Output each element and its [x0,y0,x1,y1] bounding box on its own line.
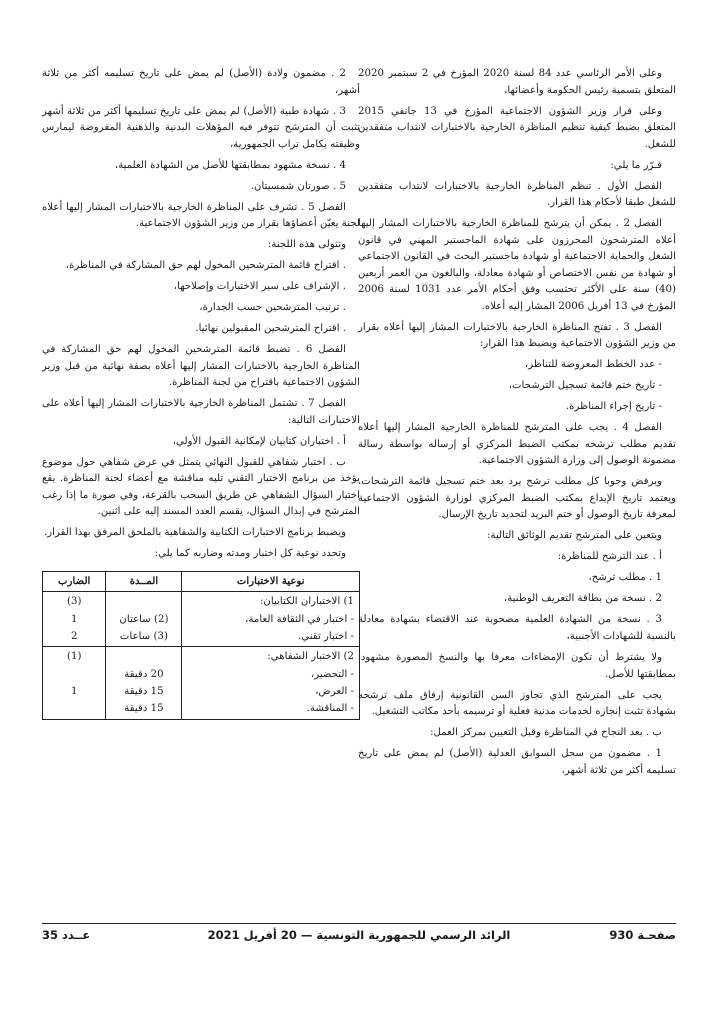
exam-group-title: 2) الاختبار الشفاهي: [267,651,354,663]
list-item: . اقتراح المترشحين المقبولين نهائيا. [195,323,346,335]
issue-number: عــدد 35 [42,928,91,942]
list-item: - تاريخ ختم قائمة تسجيل الترشحات، [508,380,662,392]
article-2: الفصل 2 . يمكن أن يترشح للمناظرة الخارجية بالاختبارات المشار إليها أعلاه المترشحون المحرزون على شهادة الماجستير المهني في قانون الشغل والحماية الاجتماعية أو شهادة ماجستير البحث في القانون الاجتماعي أو شهادة من نفس الاختصاص أو شهادة معادلة، والبالغون من العمر أربعين (40) سنة على الأكثر تحتسب وفق أحكام الأمر عدد 1031 لسنة 2006 المؤرخ في 13 أفريل 2006 المشار إليه أعلاه. [358,218,676,312]
table-cell [43,592,106,647]
footer-divider [42,923,676,924]
exam-coefficient: (3) [66,596,82,608]
exam-duration: 15 دقيقة [124,703,164,715]
table-row [43,647,360,719]
article-5: الفصل 5 . تشرف على المناظرة الخارجية بالاختبارات المشار إليها أعلاه لجنة يعيّن أعضاؤها بقرار من وزير الشؤون الاجتماعية. [42,201,360,230]
list-item: أ . اختباران كتابيان لإمكانية القبول الأولي، [172,435,346,447]
exam-coefficient: 2 [70,630,78,642]
exam-coefficient: 1 [70,685,78,697]
exam-item: - التحضير، [310,668,354,680]
list-item: أ . عند الترشح للمناظرة: [557,551,662,563]
list-item: 3 . نسخة من الشهادة العلمية مصحوبة عند الاقتضاء بشهادة معادلة بالنسبة للشهادات الأجنبية، [358,614,676,642]
list-item: ب . اختبار شفاهي للقبول النهائي يتمثل في عرض شفاهي حول موضوع يؤخذ من برنامج الاختبار التقني تليه مناقشة مع أعضاء لجنة المناظرة. يقع اختيار السؤال الشفاهي عن طريق السحب بالقرعة، وفي صورة ما إذا رغب المترشح في إبدال السؤال، يقسم العدد المسند إليه على اثنين. [42,456,360,518]
paragraph: ويتعين على المترشح تقديم الوثائق التالية: [487,530,662,542]
table-cell [43,647,106,719]
list-item: 5 . صورتان شمسيتان. [250,180,346,192]
paragraph: وتتولى هذه اللجنة: [267,239,346,251]
list-item: . الإشراف على سير الاختبارات وإصلاحها، [173,281,346,293]
gazette-title: الرائد الرسمي للجمهورية التونسية — 20 أفريل 2021 [207,928,511,942]
page-number: صفحـة 930 [609,928,676,942]
exam-item: - العرض، [315,685,354,697]
exam-item: - المناقشة. [306,703,354,715]
article-4: الفصل 4 . يجب على المترشح للمناظرة الخارجية المشار إليها أعلاه تقديم مطلب ترشحه بمكتب الضبط المركزي أو إرساله بواسطة رسالة مضمونة الوصول إلى وزارة الشؤون الاجتماعية. [358,422,676,467]
paragraph: وعلى الأمر الرئاسي عدد 84 لسنة 2020 المؤرخ في 2 سبتمبر 2020 المتعلق بتسمية رئيس الحكومة وأعضائها، [358,68,676,96]
exam-coefficient: 1 [70,613,78,625]
table-header: الضارب [43,571,106,591]
table-cell [182,647,360,719]
list-item: - تاريخ إجراء المناظرة. [565,401,662,413]
article-1: الفصل الأول . تنظم المناظرة الخارجية بالاختبارات لانتداب متفقدين للشغل طبقا لأحكام هذا القرار. [358,180,676,209]
table-header-row [43,571,360,591]
exam-duration: 15 دقيقة [124,685,164,697]
paragraph: يجب على المترشح الذي تجاوز السن القانونية إرفاق ملف ترشحه بشهادة تثبت إنجازه لخدمات مدنية فعلية أو ترسيمه بأحد مكاتب التشغيل. [358,689,676,718]
paragraph: ولا يشترط أن تكون الإمضاءات معرفا بها والنسخ المصورة مشهودا بمطابقتها للأصل. [358,651,676,680]
exam-item: - اختبار تقني. [297,630,354,642]
decision-heading: قـرّر ما يلي: [610,159,662,171]
table-header: نوعية الاختبارات [182,571,360,591]
list-item: . اقتراح قائمة المترشحين المخول لهم حق المشاركة في المناظرة، [65,260,346,272]
exam-item: - اختبار في الثقافة العامة، [245,613,354,625]
list-item: 1 . مطلب ترشح، [588,572,662,584]
list-item: 3 . شهادة طبية (الأصل) لم يمض على تاريخ تسليمها أكثر من ثلاثة أشهر تثبت أن المترشح تتوفر فيه المؤهلات البدنية والذهنية المفروضة ليمارس وظيفته بكامل تراب الجمهورية، [42,105,360,150]
table-cell [106,592,182,647]
table-cell [182,592,360,647]
table-header: المــدة [106,571,182,591]
list-item: - عدد الخطط المعروضة للتناظر، [524,359,662,371]
right-column [358,66,676,784]
exam-duration: (2) ساعتان [119,613,169,625]
exam-duration: (3) ساعات [119,630,168,642]
paragraph: ويضبط برنامج الاختبارات الكتابية والشفاهية بالملحق المرفق بهذا القرار. [43,527,346,539]
exam-coefficient: (1) [66,651,82,663]
paragraph: وتحدد نوعية كل اختبار ومدته وضاربه كما يلي: [154,548,346,560]
list-item: . ترتيب المترشحين حسب الجدارة، [199,302,346,314]
left-column [42,66,360,720]
exam-group-title: 1) الاختباران الكتابيان: [259,596,354,608]
table-cell [106,647,182,719]
list-item: 2 . مضمون ولادة (الأصل) لم يمض على تاريخ تسليمه أكثر من ثلاثة أشهر، [42,68,360,96]
article-3: الفصل 3 . تفتح المناظرة الخارجية بالاختبارات المشار إليها أعلاه بقرار من وزير الشؤون الاجتماعية ويضبط هذا القرار: [358,321,676,350]
list-item: ب . بعد النجاح في المناظرة وقبل التعيين بمركز العمل: [430,727,662,739]
article-7: الفصل 7 . تشتمل المناظرة الخارجية بالاختبارات المشار إليها أعلاه على الاختبارات التالية: [42,398,360,426]
list-item: 4 . نسخة مشهود بمطابقتها للأصل من الشهادة العلمية، [114,159,346,171]
article-6: الفصل 6 . تضبط قائمة المترشحين المخول لهم حق المشاركة في المناظرة الخارجية بالاختبارات المشار إليها أعلاه بصفة نهائية من قبل وزير الشؤون الاجتماعية باقتراح من لجنة المناظرة. [42,344,360,389]
list-item: 1 . مضمون من سجل السوابق العدلية (الأصل) لم يمض على تاريخ تسليمه أكثر من ثلاثة أشهر، [358,748,676,776]
paragraph: وعلى قرار وزير الشؤون الاجتماعية المؤرخ في 13 جانفي 2015 المتعلق بضبط كيفية تنظيم المناظرة الخارجية بالاختبارات لانتداب متفقدين للشغل. [358,105,676,150]
table-row [43,592,360,647]
exam-table [42,571,360,720]
list-item: 2 . نسخة من بطاقة التعريف الوطنية، [503,593,662,605]
exam-duration: 20 دقيقة [124,668,164,680]
paragraph: ويرفض وجوبا كل مطلب ترشح يرد بعد ختم تسجيل قائمة الترشحات. ويعتمد تاريخ الإيداع بمكتب الضبط المركزي لوزارة الشؤون الاجتماعية لمعرفة تاريخ الوصول أو ختم البريد لتحديد تاريخ الإرسال. [358,476,676,521]
